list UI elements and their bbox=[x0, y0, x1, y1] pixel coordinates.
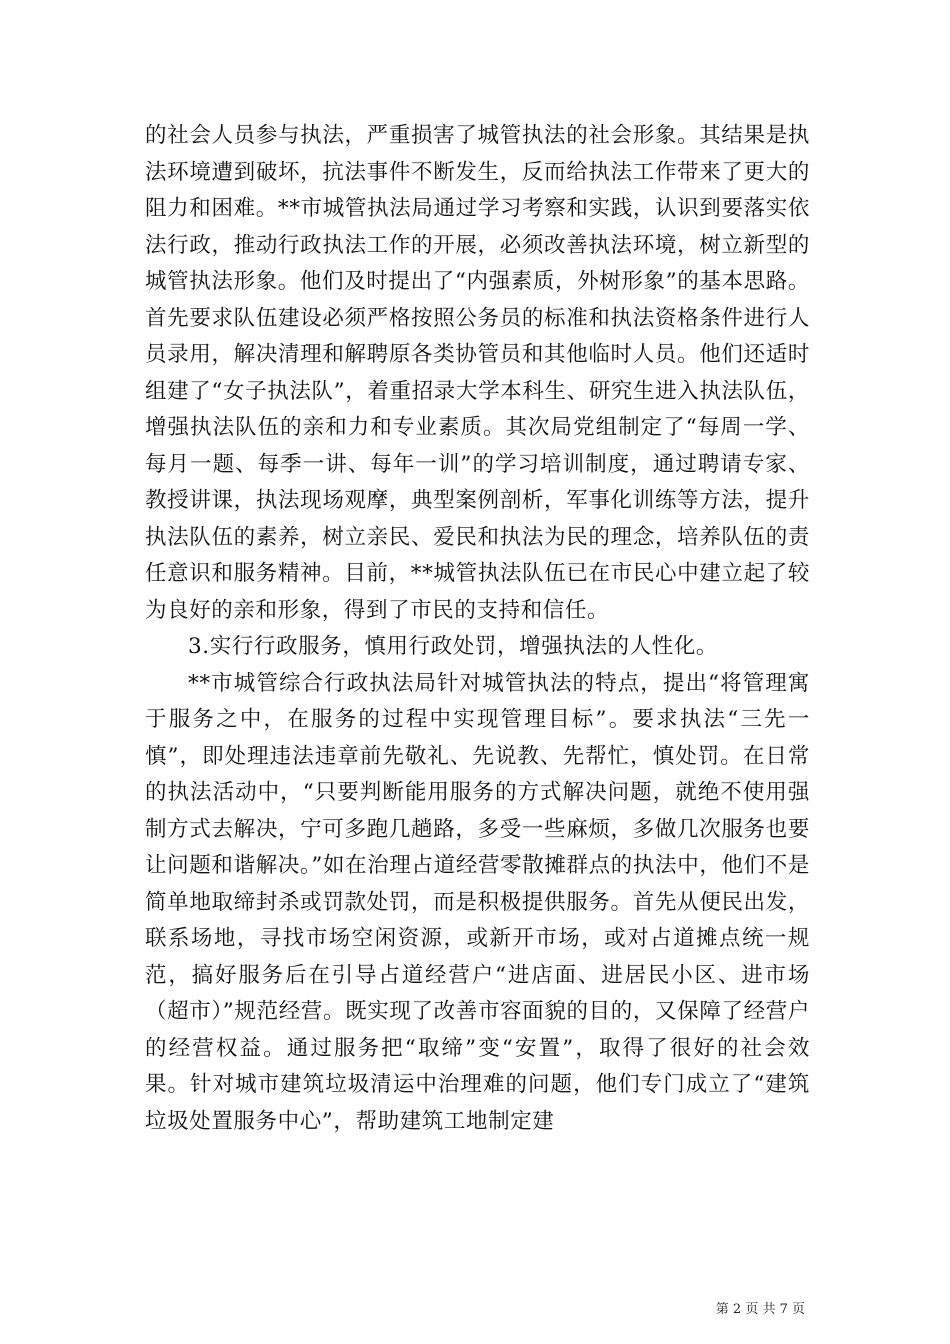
document-body bbox=[145, 118, 810, 1140]
page-number-footer: 第 2 页 共 7 页 bbox=[715, 1302, 805, 1317]
section-heading: 3.实行行政服务，慎用行政处罚，增强执法的人性化。 bbox=[188, 634, 719, 659]
paragraph-continued: 的社会人员参与执法，严重损害了城管执法的社会形象。其结果是执法环境遭到破坏，抗法事件不断发生，反而给执法工作带来了更大的阻力和困难。**市城管执法局通过学习考察和实践，认识到要落实依法行政，推动行政执法工作的开展，必须改善执法环境，树立新型的城管执法形象。他们及时提出了“内强素质，外树形象”的基本思路。首先要求队伍建设必须严格按照公务员的标准和执法资格条件进行人员录用，解决清理和解聘原各类协管员和其他临时人员。他们还适时组建了“女子执法队”，着重招录大学本科生、研究生进入执法队伍，增强执法队伍的亲和力和专业素质。其次局党组制定了“每周一学、每月一题、每季一讲、每年一训”的学习培训制度，通过聘请专家、教授讲课，执法现场观摩，典型案例剖析，军事化训练等方法，提升执法队伍的素养，树立亲民、爱民和执法为民的理念，培养队伍的责任意识和服务精神。目前，**城管执法队伍已在市民心中建立起了较为良好的亲和形象，得到了市民的支持和信任。 bbox=[145, 123, 810, 623]
paragraph: **市城管综合行政执法局针对城管执法的特点，提出“将管理寓于服务之中，在服务的过程中实现管理目标”。要求执法“三先一慎”，即处理违法违章前先敬礼、先说教、先帮忙，慎处罚。在日常的执法活动中，“只要判断能用服务的方式解决问题，就绝不使用强制方式去解决，宁可多跑几趟路，多受一些麻烦，多做几次服务也要让问题和谐解决。”如在治理占道经营零散摊群点的执法中，他们不是简单地取缔封杀或罚款处罚，而是积极提供服务。首先从便民出发，联系场地，寻找市场空闲资源，或新开市场，或对占道摊点统一规范，搞好服务后在引导占道经营户“进店面、进居民小区、进市场（超市）”规范经营。既实现了改善市容面貌的目的，又保障了经营户的经营权益。通过服务把“取缔”变“安置”，取得了很好的社会效果。针对城市建筑垃圾清运中治理难的问题，他们专门成立了“建筑垃圾处置服务中心”，帮助建筑工地制定建 bbox=[145, 670, 810, 1134]
